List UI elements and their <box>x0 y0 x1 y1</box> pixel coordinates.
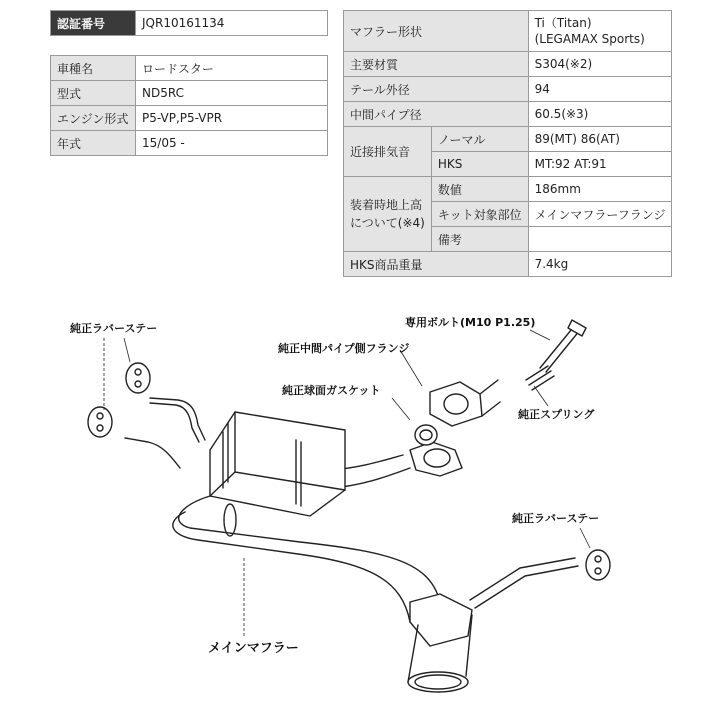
height-label-line1: 装着時地上高 <box>350 198 423 212</box>
row-label: 車種名 <box>51 56 136 81</box>
shape-value-line2: (LEGAMAX Sports) <box>534 32 645 46</box>
row-label: 型式 <box>51 81 136 106</box>
row-value: ND5RC <box>136 81 328 106</box>
leader-spring <box>534 386 548 406</box>
main-pipe-bottom <box>173 512 410 622</box>
mid-pipe-stub <box>480 380 500 416</box>
noise-label: 近接排気音 <box>344 127 432 177</box>
mid-pipe-label: 中間パイプ径 <box>344 102 529 127</box>
noise-normal-value: 89(MT) 86(AT) <box>528 127 672 152</box>
table-row <box>51 106 328 131</box>
table-row <box>344 52 672 77</box>
height-note-label: 備考 <box>431 227 528 252</box>
muffler-flange <box>410 442 462 476</box>
weight-label: HKS商品重量 <box>344 252 529 277</box>
rubber-stay-left-lower <box>88 407 112 437</box>
muffler-diagram <box>0 290 708 708</box>
height-label <box>344 177 432 252</box>
vehicle-table <box>50 55 328 156</box>
height-label-line2: について(※4) <box>350 216 425 230</box>
shape-value <box>528 11 672 52</box>
height-value: 186mm <box>528 177 672 202</box>
table-row <box>344 11 672 52</box>
label-rubber-stay-right: 純正ラバーステー <box>512 512 600 525</box>
certification-table <box>50 10 328 36</box>
height-note-value <box>528 227 672 252</box>
pipe-joint <box>224 504 236 536</box>
cert-label: 認証番号 <box>51 11 136 36</box>
leader-gasket <box>392 398 410 420</box>
row-value: P5-VP,P5-VPR <box>136 106 328 131</box>
leader-rubber-left-2 <box>124 338 130 362</box>
tail-tip-inner <box>415 675 461 689</box>
tail-value: 94 <box>528 77 672 102</box>
row-value: ロードスター <box>136 56 328 81</box>
table-row <box>344 102 672 127</box>
table-row <box>51 131 328 156</box>
leader-rubber-right <box>580 528 590 548</box>
table-row <box>51 56 328 81</box>
mid-pipe-flange <box>430 382 482 426</box>
shape-value-line1: Ti（Titan) <box>534 16 592 30</box>
leader-bolt <box>530 330 550 340</box>
label-main-muffler: メインマフラー <box>208 641 299 656</box>
table-row <box>344 177 672 202</box>
tail-section <box>410 594 472 646</box>
hanger-rod-lower <box>125 438 180 468</box>
rubber-stay-right <box>586 550 610 580</box>
table-row <box>344 77 672 102</box>
label-gasket: 純正球面ガスケット <box>282 384 381 397</box>
material-label: 主要材質 <box>344 52 529 77</box>
label-spring: 純正スプリング <box>518 408 595 421</box>
noise-hks-label: HKS <box>431 152 528 177</box>
height-part-label: キット対象部位 <box>431 202 528 227</box>
label-bolt: 専用ボルト(M10 P1.25) <box>405 316 536 329</box>
muffler-body <box>210 412 345 516</box>
shape-label: マフラー形状 <box>344 11 529 52</box>
label-mid-pipe-flange: 純正中間パイプ側フランジ <box>278 342 410 355</box>
row-value: 15/05 - <box>136 131 328 156</box>
height-value-label: 数値 <box>431 177 528 202</box>
table-row <box>344 252 672 277</box>
height-part-value: メインマフラーフランジ <box>528 202 672 227</box>
noise-normal-label: ノーマル <box>431 127 528 152</box>
row-label: 年式 <box>51 131 136 156</box>
mid-pipe-value: 60.5(※3) <box>528 102 672 127</box>
bolt-head <box>568 320 586 336</box>
weight-value: 7.4kg <box>528 252 672 277</box>
label-rubber-stay-left: 純正ラバーステー <box>70 322 158 335</box>
material-value: S304(※2) <box>528 52 672 77</box>
table-row <box>344 127 672 152</box>
cert-value: JQR10161134 <box>136 11 328 36</box>
spec-table <box>343 10 672 277</box>
noise-hks-value: MT:92 AT:91 <box>528 152 672 177</box>
hanger-rod-right <box>470 558 578 608</box>
leader-mid-flange <box>400 350 422 386</box>
rubber-stay-left-upper <box>126 363 150 393</box>
tail-label: テール外径 <box>344 77 529 102</box>
hanger-rod-upper-inner <box>150 403 199 442</box>
spring-coils <box>526 366 554 390</box>
row-label: エンジン形式 <box>51 106 136 131</box>
table-row <box>51 81 328 106</box>
gasket <box>415 425 437 445</box>
